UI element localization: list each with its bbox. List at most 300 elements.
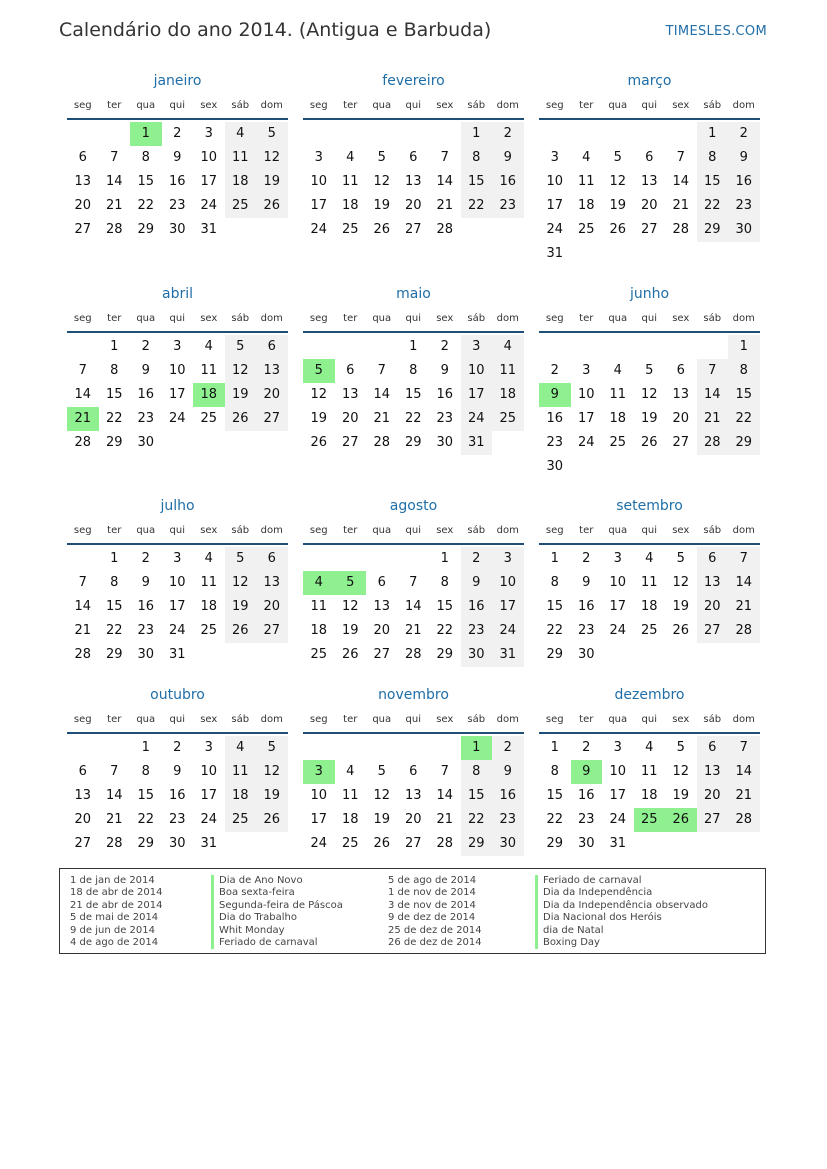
- day-cell: 18: [225, 170, 257, 194]
- day-cell: 1: [550, 740, 559, 755]
- day-cell: 22: [137, 812, 155, 827]
- empty-day-cell: [492, 431, 524, 455]
- legend-holiday-name: Whit Monday: [211, 925, 343, 937]
- legend-date: 9 de jun de 2014: [70, 924, 155, 936]
- empty-day-cell: [665, 832, 697, 856]
- header-divider: [67, 118, 288, 120]
- legend-holiday-name: Dia Nacional dos Heróis: [535, 912, 708, 924]
- day-cell: 8: [440, 575, 449, 590]
- day-cell: 5: [377, 764, 386, 779]
- weekday-label: sáb: [467, 524, 486, 536]
- week-row: [303, 170, 524, 194]
- week-row: [303, 335, 524, 359]
- legend-holiday-name: dia de Natal: [535, 925, 708, 937]
- legend-left-names: [211, 875, 343, 949]
- day-cell: 6: [409, 150, 418, 165]
- day-cell: 12: [310, 387, 328, 402]
- header-divider: [303, 732, 524, 734]
- legend-date: 21 de abr de 2014: [70, 899, 163, 911]
- empty-day-cell: [193, 431, 225, 455]
- day-cell: 8: [461, 146, 493, 170]
- day-cell: 27: [74, 836, 92, 851]
- day-cell: 18: [609, 411, 627, 426]
- day-cell: 25: [225, 194, 257, 218]
- day-cell: 21: [728, 595, 760, 619]
- weekday-label: qui: [405, 713, 421, 725]
- empty-day-cell: [602, 242, 634, 266]
- empty-day-cell: [429, 736, 461, 760]
- day-cell: 27: [256, 619, 288, 643]
- day-cell: 19: [256, 170, 288, 194]
- day-cell: 29: [105, 647, 123, 662]
- month-junho: [539, 285, 760, 479]
- day-cell: 15: [137, 788, 155, 803]
- week-row: [67, 547, 288, 571]
- day-cell: 21: [728, 784, 760, 808]
- day-cell: 8: [141, 150, 150, 165]
- empty-day-cell: [634, 832, 666, 856]
- weekday-label: seg: [309, 524, 328, 536]
- weekday-label: dom: [496, 312, 519, 324]
- day-cell: 30: [728, 218, 760, 242]
- day-cell: 27: [697, 808, 729, 832]
- empty-day-cell: [303, 122, 335, 146]
- day-cell: 3: [204, 126, 213, 141]
- day-cell: 29: [728, 431, 760, 455]
- week-row: [67, 170, 288, 194]
- empty-day-cell: [492, 218, 524, 242]
- month-dezembro: [539, 686, 760, 856]
- empty-day-cell: [366, 547, 398, 571]
- week-row: [539, 407, 760, 431]
- day-cell: 26: [373, 836, 391, 851]
- weekday-label: dom: [732, 312, 755, 324]
- day-cell: 24: [200, 198, 218, 213]
- legend-holiday-name: Dia da Independência: [535, 887, 708, 899]
- week-row: [539, 194, 760, 218]
- day-cell: 1: [697, 122, 729, 146]
- day-cell: 6: [645, 150, 654, 165]
- empty-day-cell: [366, 736, 398, 760]
- holiday-day-cell: 4: [303, 571, 335, 595]
- day-cell: 20: [256, 383, 288, 407]
- day-cell: 12: [256, 146, 288, 170]
- day-cell: 29: [546, 647, 564, 662]
- weekday-label: seg: [73, 524, 92, 536]
- legend-date: 18 de abr de 2014: [70, 887, 163, 899]
- day-cell: 6: [409, 764, 418, 779]
- weekday-label: sáb: [231, 99, 250, 111]
- weekday-label: qua: [136, 524, 156, 536]
- day-cell: 22: [546, 623, 564, 638]
- day-cell: 16: [546, 411, 564, 426]
- month-name: maio: [396, 286, 431, 302]
- day-cell: 14: [436, 788, 454, 803]
- day-cell: 3: [173, 551, 182, 566]
- day-cell: 17: [200, 788, 218, 803]
- weekday-label: dom: [496, 713, 519, 725]
- legend-holiday-name: Boxing Day: [535, 937, 708, 949]
- weekday-label: sex: [672, 312, 690, 324]
- day-cell: 16: [436, 387, 454, 402]
- day-cell: 19: [640, 411, 658, 426]
- day-cell: 7: [409, 575, 418, 590]
- day-cell: 29: [137, 836, 155, 851]
- empty-day-cell: [728, 643, 760, 667]
- weekday-label: sex: [200, 524, 218, 536]
- day-cell: 9: [461, 571, 493, 595]
- weekday-label: qui: [641, 99, 657, 111]
- page-title: Calendário do ano 2014. (Antigua e Barbuda): [59, 19, 492, 41]
- week-row: [539, 383, 760, 407]
- empty-day-cell: [67, 736, 99, 760]
- holiday-day-cell: 18: [193, 383, 225, 407]
- day-cell: 10: [577, 387, 595, 402]
- legend-date: 25 de dez de 2014: [388, 924, 482, 936]
- day-cell: 24: [577, 435, 595, 450]
- weekday-label: dom: [496, 99, 519, 111]
- legend-date: 1 de nov de 2014: [388, 887, 476, 899]
- weekday-label: dom: [260, 524, 283, 536]
- header-divider: [303, 118, 524, 120]
- day-cell: 21: [105, 812, 123, 827]
- month-name: novembro: [378, 687, 449, 703]
- empty-day-cell: [99, 122, 131, 146]
- day-cell: 28: [436, 222, 454, 237]
- day-cell: 4: [346, 764, 355, 779]
- weekday-label: seg: [73, 312, 92, 324]
- empty-day-cell: [303, 335, 335, 359]
- day-cell: 23: [492, 194, 524, 218]
- weekday-label: sex: [436, 99, 454, 111]
- day-cell: 16: [577, 599, 595, 614]
- day-cell: 4: [582, 150, 591, 165]
- day-cell: 23: [461, 619, 493, 643]
- day-cell: 29: [404, 435, 422, 450]
- day-cell: 16: [577, 788, 595, 803]
- weekday-label: qua: [136, 713, 156, 725]
- day-cell: 12: [225, 571, 257, 595]
- day-cell: 21: [404, 623, 422, 638]
- month-novembro: [303, 686, 524, 856]
- weekday-label: sáb: [703, 99, 722, 111]
- legend-holiday-name: Dia da Independência observado: [535, 900, 708, 912]
- empty-day-cell: [697, 643, 729, 667]
- day-cell: 21: [105, 198, 123, 213]
- day-cell: 11: [225, 760, 257, 784]
- day-cell: 20: [672, 411, 690, 426]
- day-cell: 22: [461, 808, 493, 832]
- weekday-label: seg: [309, 312, 328, 324]
- day-cell: 24: [546, 222, 564, 237]
- day-cell: 4: [645, 740, 654, 755]
- day-cell: 5: [225, 547, 257, 571]
- day-cell: 7: [110, 764, 119, 779]
- day-cell: 30: [168, 222, 186, 237]
- week-row: [303, 122, 524, 146]
- day-cell: 8: [141, 764, 150, 779]
- legend-holiday-name: Boa sexta-feira: [211, 887, 343, 899]
- day-cell: 10: [168, 363, 186, 378]
- day-cell: 26: [640, 435, 658, 450]
- weekday-label: sáb: [703, 713, 722, 725]
- month-outubro: [67, 686, 288, 856]
- day-cell: 26: [256, 808, 288, 832]
- legend-date: 26 de dez de 2014: [388, 936, 482, 948]
- day-cell: 24: [461, 407, 493, 431]
- day-cell: 26: [341, 647, 359, 662]
- day-cell: 13: [256, 359, 288, 383]
- day-cell: 23: [546, 435, 564, 450]
- weekday-label: qui: [169, 312, 185, 324]
- weekday-label: qui: [169, 99, 185, 111]
- day-cell: 10: [609, 575, 627, 590]
- day-cell: 15: [546, 788, 564, 803]
- day-cell: 29: [436, 647, 454, 662]
- empty-day-cell: [571, 335, 603, 359]
- weekday-label: sex: [672, 524, 690, 536]
- empty-day-cell: [697, 242, 729, 266]
- day-cell: 11: [640, 575, 658, 590]
- week-row: [67, 431, 288, 455]
- day-cell: 12: [609, 174, 627, 189]
- day-cell: 27: [74, 222, 92, 237]
- weekday-label: sex: [200, 713, 218, 725]
- week-row: [539, 808, 760, 832]
- day-cell: 14: [404, 599, 422, 614]
- weekday-label: seg: [73, 713, 92, 725]
- day-cell: 31: [609, 836, 627, 851]
- day-cell: 11: [310, 599, 328, 614]
- weekday-header: [303, 710, 524, 728]
- day-cell: 9: [492, 146, 524, 170]
- day-cell: 19: [341, 623, 359, 638]
- day-cell: 15: [697, 170, 729, 194]
- day-cell: 27: [373, 647, 391, 662]
- day-cell: 25: [200, 411, 218, 426]
- empty-day-cell: [366, 122, 398, 146]
- month-name: agosto: [389, 498, 438, 514]
- day-cell: 23: [137, 411, 155, 426]
- holiday-day-cell: 25: [634, 808, 666, 832]
- week-row: [67, 218, 288, 242]
- empty-day-cell: [634, 455, 666, 479]
- week-row: [303, 595, 524, 619]
- day-cell: 18: [341, 198, 359, 213]
- day-cell: 16: [168, 788, 186, 803]
- week-row: [67, 194, 288, 218]
- empty-day-cell: [256, 643, 288, 667]
- week-row: [67, 832, 288, 856]
- day-cell: 21: [74, 623, 92, 638]
- day-cell: 28: [373, 435, 391, 450]
- day-cell: 10: [492, 571, 524, 595]
- holiday-day-cell: 9: [571, 760, 603, 784]
- day-cell: 17: [168, 387, 186, 402]
- weekday-label: ter: [579, 713, 594, 725]
- empty-day-cell: [335, 547, 367, 571]
- empty-day-cell: [225, 832, 257, 856]
- week-row: [67, 407, 288, 431]
- day-cell: 28: [672, 222, 690, 237]
- legend-holiday-name: Segunda-feira de Páscoa: [211, 900, 343, 912]
- day-cell: 15: [546, 599, 564, 614]
- day-cell: 4: [204, 551, 213, 566]
- week-row: [303, 760, 524, 784]
- day-cell: 26: [373, 222, 391, 237]
- day-cell: 22: [105, 411, 123, 426]
- empty-day-cell: [697, 335, 729, 359]
- day-cell: 5: [256, 122, 288, 146]
- day-cell: 29: [546, 836, 564, 851]
- legend-date: 5 de ago de 2014: [388, 875, 477, 886]
- empty-day-cell: [571, 455, 603, 479]
- day-cell: 24: [609, 623, 627, 638]
- day-cell: 18: [225, 784, 257, 808]
- legend-date: 9 de dez de 2014: [388, 912, 476, 924]
- weekday-label: seg: [309, 713, 328, 725]
- empty-day-cell: [335, 122, 367, 146]
- empty-day-cell: [665, 242, 697, 266]
- day-cell: 23: [577, 623, 595, 638]
- empty-day-cell: [193, 643, 225, 667]
- day-cell: 20: [74, 198, 92, 213]
- day-cell: 22: [404, 411, 422, 426]
- week-row: [303, 736, 524, 760]
- day-cell: 19: [672, 788, 690, 803]
- holiday-day-cell: 1: [130, 122, 162, 146]
- day-cell: 17: [310, 812, 328, 827]
- empty-day-cell: [665, 335, 697, 359]
- week-row: [67, 359, 288, 383]
- day-cell: 25: [341, 222, 359, 237]
- day-cell: 28: [105, 222, 123, 237]
- legend-date: 1 de jan de 2014: [70, 875, 155, 886]
- empty-day-cell: [225, 643, 257, 667]
- day-cell: 11: [341, 788, 359, 803]
- day-cell: 13: [697, 571, 729, 595]
- day-cell: 14: [697, 383, 729, 407]
- weekday-label: qua: [372, 312, 392, 324]
- day-cell: 24: [168, 623, 186, 638]
- holiday-day-cell: 1: [461, 736, 493, 760]
- week-row: [67, 383, 288, 407]
- weekday-label: dom: [732, 524, 755, 536]
- day-cell: 7: [78, 575, 87, 590]
- empty-day-cell: [634, 643, 666, 667]
- week-row: [303, 194, 524, 218]
- weekday-label: sex: [436, 713, 454, 725]
- day-cell: 18: [200, 599, 218, 614]
- day-cell: 4: [645, 551, 654, 566]
- day-cell: 8: [728, 359, 760, 383]
- day-cell: 30: [137, 435, 155, 450]
- day-cell: 31: [200, 836, 218, 851]
- day-cell: 5: [256, 736, 288, 760]
- day-cell: 9: [582, 575, 591, 590]
- day-cell: 17: [609, 788, 627, 803]
- day-cell: 9: [728, 146, 760, 170]
- day-cell: 18: [640, 599, 658, 614]
- day-cell: 23: [168, 198, 186, 213]
- day-cell: 23: [728, 194, 760, 218]
- day-cell: 26: [256, 194, 288, 218]
- day-cell: 1: [409, 339, 418, 354]
- weekday-header: [67, 96, 288, 114]
- weekday-header: [303, 521, 524, 539]
- day-cell: 14: [728, 571, 760, 595]
- day-cell: 9: [141, 363, 150, 378]
- day-cell: 15: [436, 599, 454, 614]
- day-cell: 4: [613, 363, 622, 378]
- day-cell: 3: [613, 740, 622, 755]
- header-divider: [539, 543, 760, 545]
- empty-day-cell: [602, 335, 634, 359]
- brand-logo-text[interactable]: TIMESLES.COM: [665, 24, 767, 39]
- day-cell: 23: [436, 411, 454, 426]
- day-cell: 7: [78, 363, 87, 378]
- weekday-label: sáb: [467, 99, 486, 111]
- day-cell: 2: [582, 740, 591, 755]
- weekday-label: sáb: [467, 713, 486, 725]
- week-row: [539, 760, 760, 784]
- day-cell: 28: [436, 836, 454, 851]
- day-cell: 19: [225, 595, 257, 619]
- day-cell: 17: [609, 599, 627, 614]
- day-cell: 1: [110, 339, 119, 354]
- day-cell: 20: [404, 198, 422, 213]
- day-cell: 19: [225, 383, 257, 407]
- day-cell: 6: [78, 150, 87, 165]
- day-cell: 13: [404, 174, 422, 189]
- day-cell: 20: [640, 198, 658, 213]
- day-cell: 26: [310, 435, 328, 450]
- day-cell: 28: [697, 431, 729, 455]
- weekday-header: [539, 521, 760, 539]
- day-cell: 9: [141, 575, 150, 590]
- day-cell: 26: [672, 623, 690, 638]
- weekday-label: dom: [260, 99, 283, 111]
- day-cell: 8: [550, 764, 559, 779]
- weekday-label: qui: [641, 524, 657, 536]
- weekday-label: seg: [309, 99, 328, 111]
- day-cell: 6: [697, 547, 729, 571]
- weekday-label: qua: [372, 713, 392, 725]
- day-cell: 31: [461, 431, 493, 455]
- holiday-day-cell: 5: [335, 571, 367, 595]
- legend-date: 4 de ago de 2014: [70, 936, 159, 948]
- day-cell: 16: [492, 170, 524, 194]
- weekday-label: dom: [496, 524, 519, 536]
- day-cell: 28: [105, 836, 123, 851]
- day-cell: 1: [141, 740, 150, 755]
- day-cell: 13: [256, 571, 288, 595]
- day-cell: 15: [105, 387, 123, 402]
- weekday-label: qui: [169, 524, 185, 536]
- week-row: [67, 571, 288, 595]
- day-cell: 28: [728, 619, 760, 643]
- weekday-label: sáb: [703, 312, 722, 324]
- day-cell: 12: [256, 760, 288, 784]
- day-cell: 10: [310, 174, 328, 189]
- day-cell: 9: [173, 764, 182, 779]
- day-cell: 14: [105, 174, 123, 189]
- day-cell: 13: [672, 387, 690, 402]
- day-cell: 14: [105, 788, 123, 803]
- day-cell: 15: [461, 170, 493, 194]
- day-cell: 25: [492, 407, 524, 431]
- day-cell: 29: [137, 222, 155, 237]
